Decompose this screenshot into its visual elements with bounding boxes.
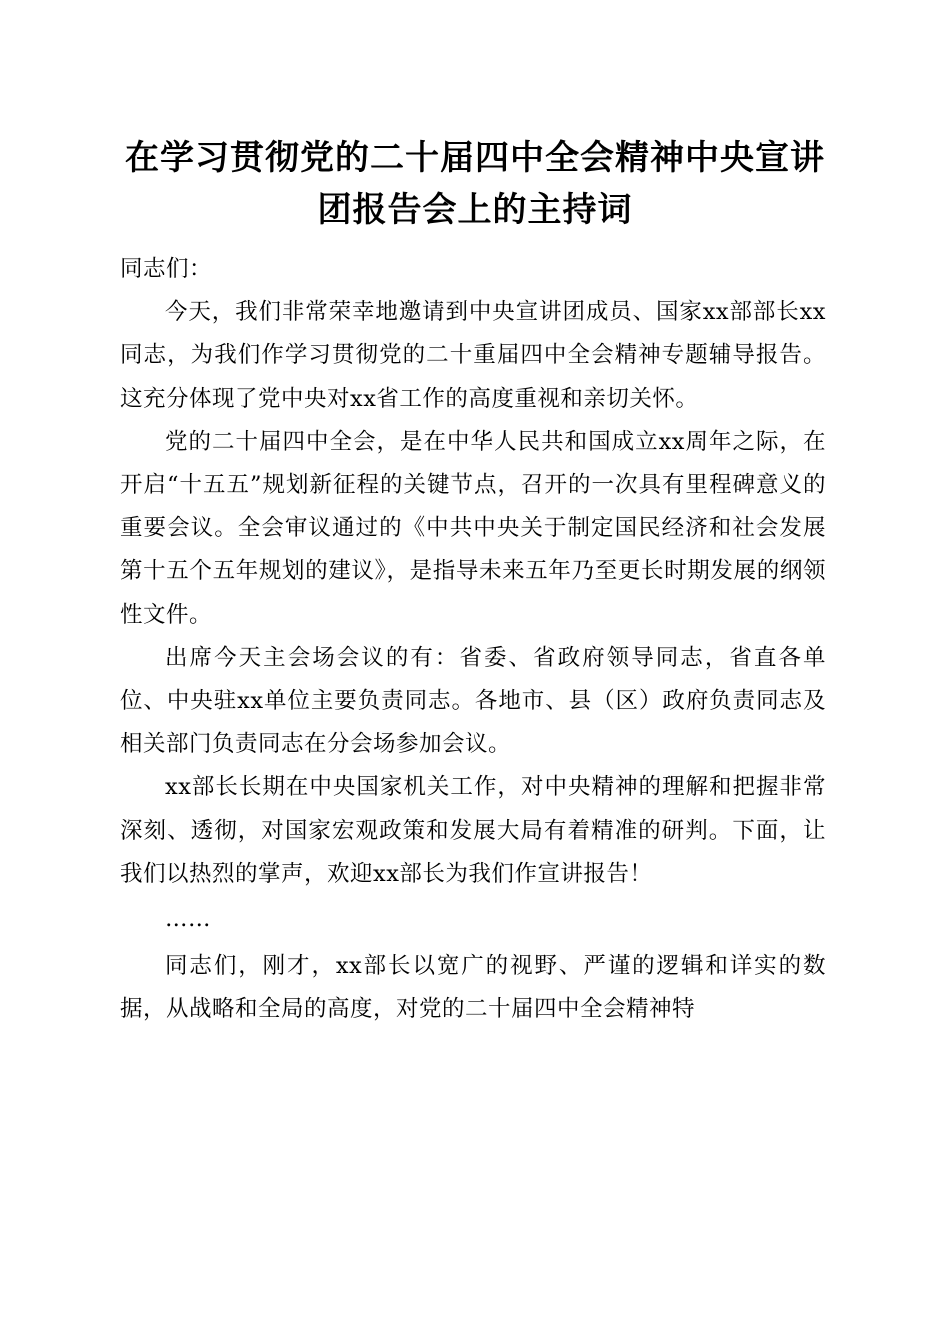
paragraph-invitation: 今天，我们非常荣幸地邀请到中央宣讲团成员、国家xx部部长xx同志，为我们作学习贯彻党的二十重届四中全会精神专题辅导报告。这充分体现了党中央对xx省工作的高度重视和亲切关怀。 <box>120 299 826 412</box>
title-line-2: 团报告会上的主持词 <box>317 190 633 230</box>
title-line-1: 在学习贯彻党的二十届四中全会精神中央宣讲 <box>125 138 825 178</box>
ellipsis-separator: …… <box>165 906 211 933</box>
salutation: 同志们： <box>120 256 213 282</box>
document-title <box>110 132 840 236</box>
paragraph-plenum-significance: 党的二十届四中全会，是在中华人民共和国成立xx周年之际，在开启“十五五”规划新征程的关键节点，召开的一次具有里程碑意义的重要会议。全会审议通过的《中共中央关于制定国民经济和社会发展第十五个五年规划的建议》，是指导未来五年乃至更长时期发展的纲领性文件。 <box>120 428 826 628</box>
paragraph-closing: 同志们，刚才，xx部长以宽广的视野、严谨的逻辑和详实的数据，从战略和全局的高度，对党的二十届四中全会精神特 <box>120 953 826 1023</box>
paragraph-speaker-intro: xx部长长期在中央国家机关工作，对中央精神的理解和把握非常深刻、透彻，对国家宏观政策和发展大局有着精准的研判。下面，让我们以热烈的掌声，欢迎xx部长为我们作宣讲报告！ <box>120 774 826 887</box>
paragraph-attendees: 出席今天主会场会议的有：省委、省政府领导同志，省直各单位、中央驻xx单位主要负责同志。各地市、县（区）政府负责同志及相关部门负责同志在分会场参加会议。 <box>120 644 826 758</box>
document-body <box>120 248 826 1032</box>
